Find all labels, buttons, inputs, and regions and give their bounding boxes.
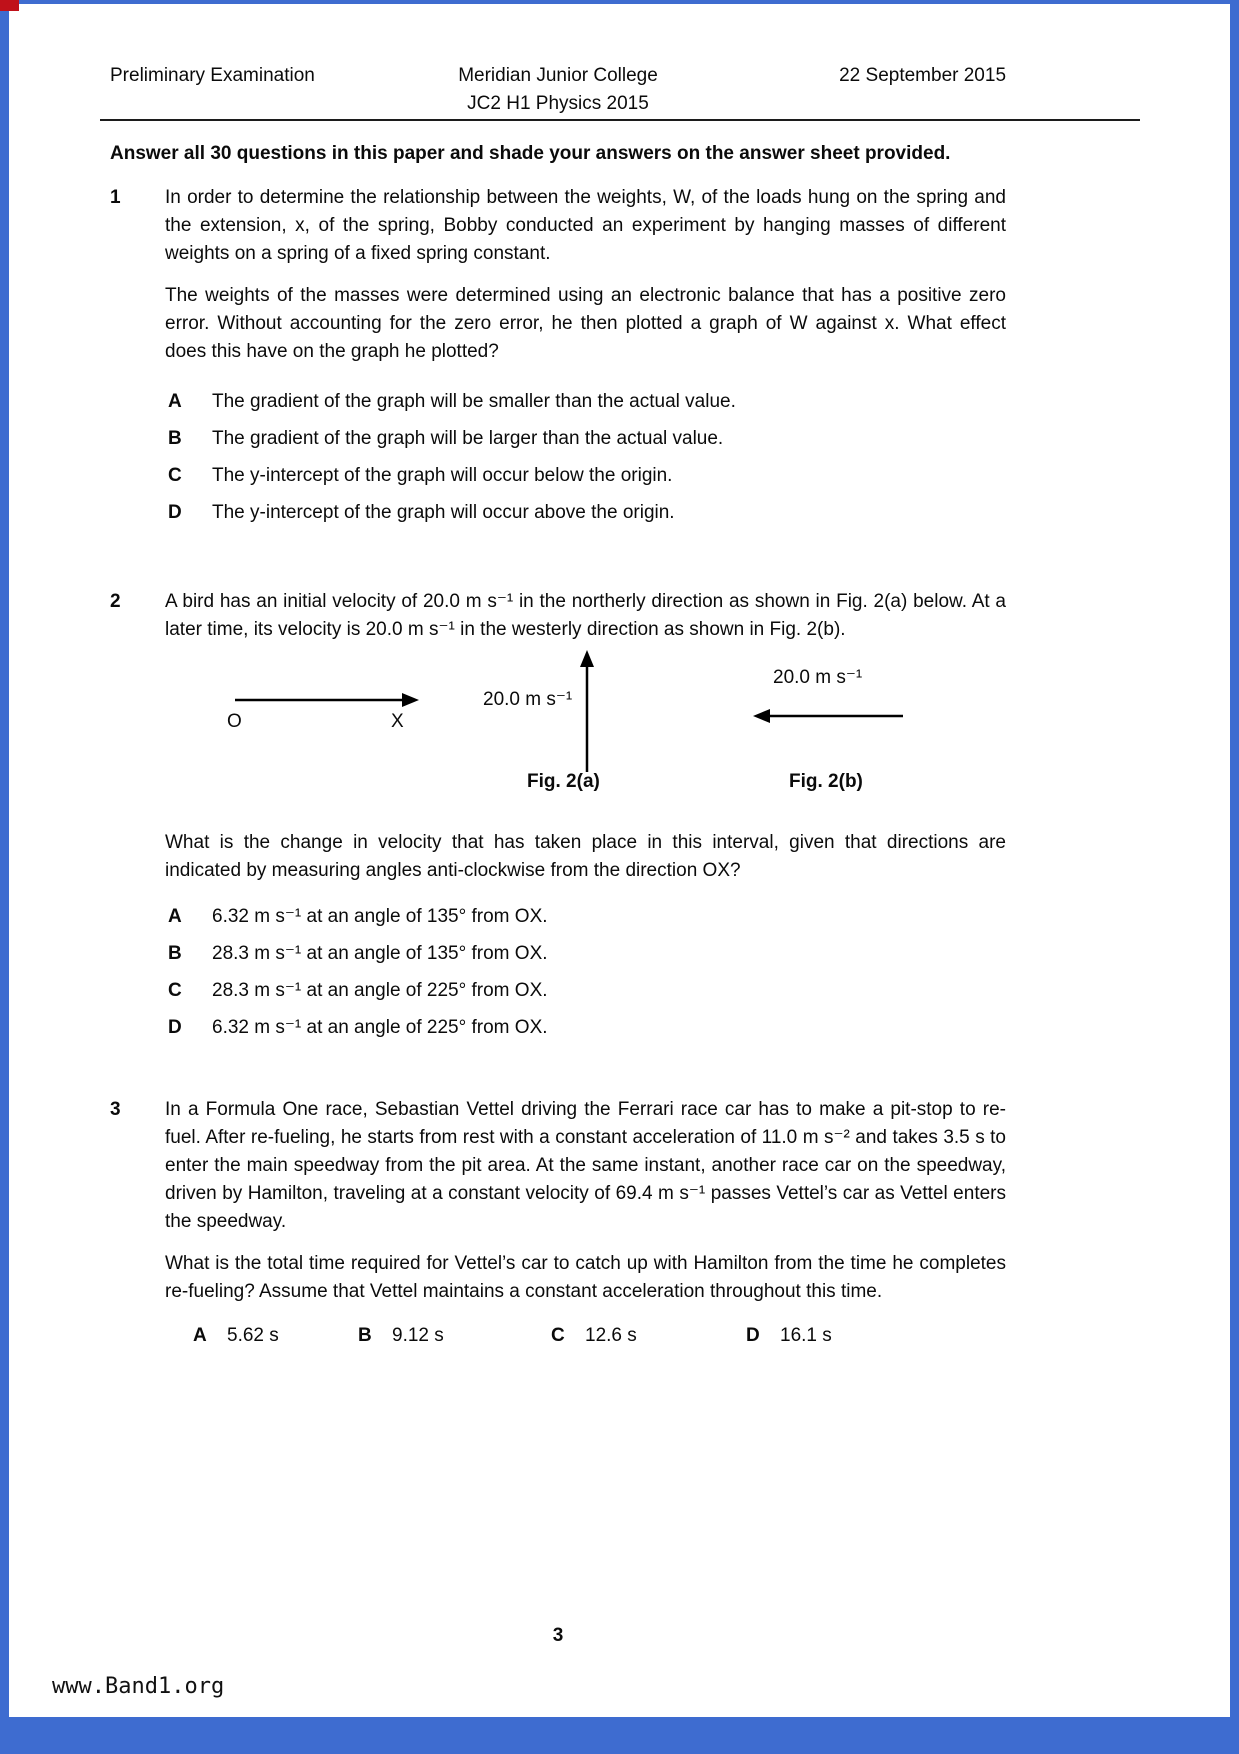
question-2-body	[165, 588, 1006, 1051]
option-letter: C	[168, 465, 182, 486]
option-text: 9.12 s	[392, 1325, 444, 1346]
question-2-option-b	[165, 940, 1006, 968]
question-3-body	[165, 1096, 1006, 1350]
header-exam-title: Preliminary Examination	[110, 65, 315, 86]
vector-b-magnitude-label: 20.0 m s⁻¹	[773, 667, 863, 688]
header-date: 22 September 2015	[839, 65, 1007, 86]
question-3-options	[165, 1322, 1006, 1350]
question-2	[110, 588, 1006, 1051]
question-2-option-a	[165, 903, 1006, 931]
question-2-paragraph-1: A bird has an initial velocity of 20.0 m s⁻¹ in the northerly direction as shown in Fig. 2(a) below. At a later time, its velocity is 20.0 m s⁻¹ in the westerly direction as shown in Fig. 2(b).	[165, 591, 1006, 640]
question-2-options	[165, 903, 1006, 1042]
figure-2a-caption: Fig. 2(a)	[527, 771, 600, 792]
figure-2	[165, 648, 1006, 803]
x-axis-label: X	[391, 711, 404, 732]
question-1-option-c	[165, 462, 1006, 490]
option-letter: B	[358, 1325, 372, 1346]
header-subject: JC2 H1 Physics 2015	[467, 93, 649, 114]
option-text: 6.32 m s⁻¹ at an angle of 135° from OX.	[212, 906, 548, 927]
page-number: 3	[552, 1625, 564, 1646]
page-content	[110, 62, 1006, 1350]
question-3-paragraph-2: What is the total time required for Vettel’s car to catch up with Hamilton from the time he completes re-fueling? Assume that Vettel maintains a constant acceleration throughout this time.	[165, 1253, 1006, 1302]
option-text: 5.62 s	[227, 1325, 279, 1346]
question-3-option-c	[551, 1322, 746, 1350]
question-3-option-d	[746, 1322, 832, 1350]
option-text: The y-intercept of the graph will occur below the origin.	[212, 465, 673, 486]
option-letter: B	[168, 943, 182, 964]
question-3-number: 3	[110, 1099, 121, 1120]
option-text: 12.6 s	[585, 1325, 637, 1346]
question-1-body	[165, 184, 1006, 536]
option-text: 28.3 m s⁻¹ at an angle of 225° from OX.	[212, 980, 548, 1001]
question-2-paragraph-2: What is the change in velocity that has taken place in this interval, given that directions are indicated by measuring angles anti-clockwise from the direction OX?	[165, 832, 1006, 881]
figure-2b-caption: Fig. 2(b)	[789, 771, 863, 792]
question-1-options	[165, 388, 1006, 527]
option-text: 6.32 m s⁻¹ at an angle of 225° from OX.	[212, 1017, 548, 1038]
question-3-option-b	[358, 1322, 551, 1350]
question-1-option-b	[165, 425, 1006, 453]
west-velocity-arrow-icon	[753, 704, 903, 728]
header-school-name: Meridian Junior College	[458, 65, 658, 86]
option-letter: A	[168, 906, 182, 927]
watermark-text: www.Band1.org	[52, 1674, 225, 1699]
option-text: 16.1 s	[780, 1325, 832, 1346]
page-header	[110, 62, 1006, 118]
question-1	[110, 184, 1006, 536]
origin-label: O	[227, 711, 242, 732]
corner-mark	[0, 0, 19, 11]
question-1-number: 1	[110, 187, 121, 208]
option-letter: C	[168, 980, 182, 1001]
option-letter: A	[193, 1325, 207, 1346]
vector-a-magnitude-label: 20.0 m s⁻¹	[483, 689, 573, 710]
frame-left-stripe	[0, 0, 9, 1754]
question-3-option-a	[193, 1322, 358, 1350]
option-text: The gradient of the graph will be smaller than the actual value.	[212, 391, 736, 412]
option-letter: D	[746, 1325, 760, 1346]
option-text: 28.3 m s⁻¹ at an angle of 135° from OX.	[212, 943, 548, 964]
question-2-option-c	[165, 977, 1006, 1005]
question-1-paragraph-1: In order to determine the relationship between the weights, W, of the loads hung on the spring and the extension, x, of the spring, Bobby conducted an experiment by hanging masses of different weights on a spring of a fixed spring constant.	[165, 187, 1006, 264]
question-1-option-d	[165, 499, 1006, 527]
option-letter: D	[168, 502, 182, 523]
frame-right-stripe	[1230, 0, 1239, 1754]
option-letter: A	[168, 391, 182, 412]
question-2-option-d	[165, 1014, 1006, 1042]
option-text: The y-intercept of the graph will occur above the origin.	[212, 502, 675, 523]
question-2-number: 2	[110, 591, 121, 612]
option-letter: D	[168, 1017, 182, 1038]
north-velocity-arrow-icon	[575, 650, 599, 772]
answer-instruction: Answer all 30 questions in this paper and shade your answers on the answer sheet provided.	[110, 143, 951, 164]
question-3-paragraph-1: In a Formula One race, Sebastian Vettel driving the Ferrari race car has to make a pit-stop to re-fuel. After re-fueling, he starts from rest with a constant acceleration of 11.0 m s⁻² and takes 3.5 s to enter the main speedway from the pit area. At the same instant, another race car on the speedway, driven by Hamilton, traveling at a constant velocity of 69.4 m s⁻¹ passes Vettel’s car as Vettel enters the speedway.	[165, 1099, 1006, 1232]
question-3	[110, 1096, 1006, 1350]
option-letter: C	[551, 1325, 565, 1346]
question-1-option-a	[165, 388, 1006, 416]
option-text: The gradient of the graph will be larger than the actual value.	[212, 428, 724, 449]
frame-top-stripe	[0, 0, 1239, 4]
option-letter: B	[168, 428, 182, 449]
header-school	[458, 62, 658, 118]
frame-bottom-bar	[0, 1717, 1239, 1754]
question-1-paragraph-2: The weights of the masses were determined using an electronic balance that has a positive zero error. Without accounting for the zero error, he then plotted a graph of W against x. What effect does this have on the graph he plotted?	[165, 285, 1006, 362]
